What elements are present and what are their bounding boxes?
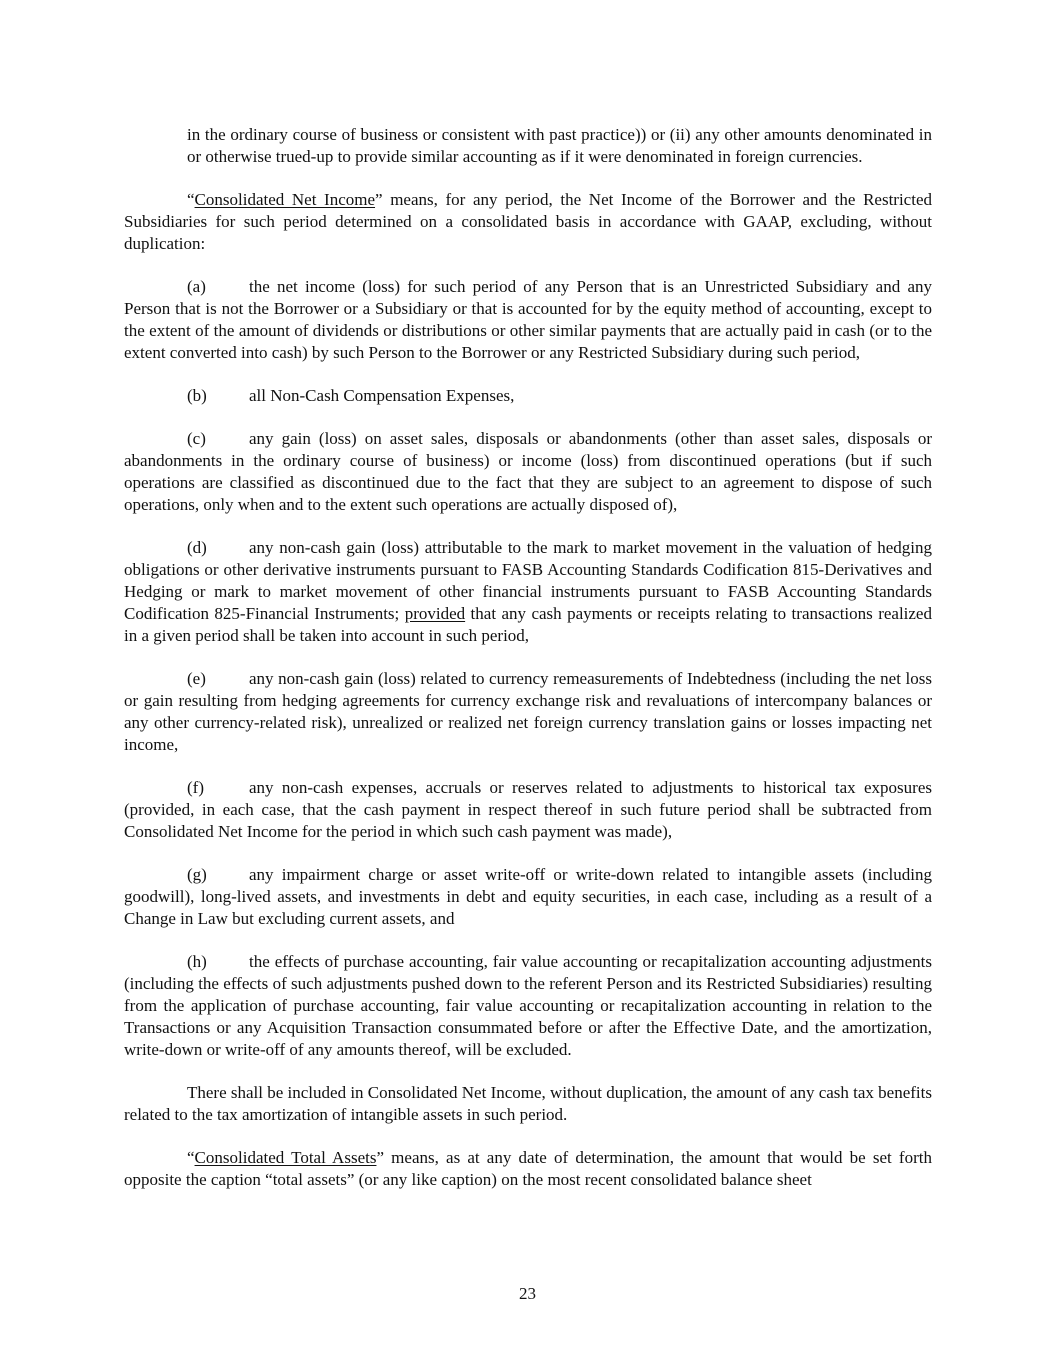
- clause-label: (d): [187, 538, 207, 557]
- clause-label: (g): [187, 865, 207, 884]
- clause-text: any non-cash gain (loss) related to currency remeasurements of Indebtedness (including the net loss or gain resulting from hedging agreements for currency exchange risk and revaluations of intercompany balances or any other currency-related risk), unrealized or realized net foreign currency translation gains or losses impacting net income,: [124, 669, 932, 754]
- definition-consolidated-net-income: [124, 189, 932, 255]
- clause-label: (e): [187, 669, 206, 688]
- clause-c: [124, 428, 932, 516]
- clause-text: any non-cash expenses, accruals or reserves related to adjustments to historical tax exposures (provided, in each case, that the cash payment in respect thereof in such future period shall be subtracted from Consolidated Net Income for the period in which such cash payment was made),: [124, 778, 932, 841]
- clause-e: [124, 668, 932, 756]
- page-number: 23: [519, 1284, 536, 1303]
- definition-text: ” means, for any period, the Net Income of the Borrower and the Restricted Subsidiaries for such period determined on a consolidated basis in accordance with GAAP, excluding, without duplication:: [124, 190, 932, 253]
- clause-label: (f): [187, 778, 204, 797]
- document-page: [124, 124, 932, 1212]
- clause-label: (b): [187, 386, 207, 405]
- clause-text: any gain (loss) on asset sales, disposals or abandonments (other than asset sales, disposals or abandonments in the ordinary course of business) or income (loss) from discontinued operations (but if such operations are classified as discontinued due to the fact that they are subject to an agreement to dispose of such operations, only when and to the extent such operations are actually disposed of),: [124, 429, 932, 514]
- clause-label: (h): [187, 952, 207, 971]
- open-quote: “: [187, 190, 195, 209]
- definition-consolidated-total-assets: [124, 1147, 932, 1191]
- clause-text: any non-cash gain (loss) attributable to the mark to market movement in the valuation of hedging obligations or other derivative instruments pursuant to FASB Accounting Standards Codification 815-Derivatives and Hedging or mark to market movement of other financial instruments pursuant to FASB Accounting Standards Codification 825-Financial Instruments;: [124, 538, 932, 623]
- clause-d: [124, 537, 932, 647]
- open-quote: “: [187, 1148, 195, 1167]
- clause-text: the net income (loss) for such period of any Person that is an Unrestricted Subsidiary and any Person that is not the Borrower or a Subsidiary or that is accounted for by the equity method of accounting, except to the extent of the amount of dividends or distributions or other similar payments that are actually paid in cash (or to the extent converted into cash) by such Person to the Borrower or any Restricted Subsidiary during such period,: [124, 277, 932, 362]
- definition-text: ” means, as at any date of determination, the amount that would be set forth opposite the caption “total assets” (or any like caption) on the most recent consolidated balance sheet: [124, 1148, 932, 1189]
- defined-term: Consolidated Total Assets: [194, 1148, 377, 1167]
- clause-text: any impairment charge or asset write-off or write-down related to intangible assets (including goodwill), long-lived assets, and investments in debt and equity securities, in each case, including as a result of a Change in Law but excluding current assets, and: [124, 865, 932, 928]
- clause-f: [124, 777, 932, 843]
- clause-text-after: that any cash payments or receipts relating to transactions realized in a given period shall be taken into account in such period,: [124, 604, 932, 645]
- clause-text: all Non-Cash Compensation Expenses,: [249, 386, 515, 405]
- continuation-paragraph: in the ordinary course of business or consistent with past practice)) or (ii) any other amounts denominated in or otherwise trued-up to provide similar accounting as if it were denominated in foreign currencies.: [187, 125, 932, 166]
- clause-a: [124, 276, 932, 364]
- clause-label: (a): [187, 277, 206, 296]
- clause-text: the effects of purchase accounting, fair value accounting or recapitalization accounting adjustments (including the effects of such adjustments pushed down to the referent Person and its Restricted Subsidiaries) resulting from the application of purchase accounting, fair value accounting or recapitalization accounting in relation to the Transactions or any Acquisition Transaction consummated before or after the Effective Date, and the amortization, write-down or write-off of any amounts thereof, will be excluded.: [124, 952, 932, 1059]
- clause-b: [124, 385, 932, 407]
- defined-term: Consolidated Net Income: [194, 190, 376, 209]
- included-paragraph: There shall be included in Consolidated Net Income, without duplication, the amount of any cash tax benefits related to the tax amortization of intangible assets in such period.: [124, 1083, 932, 1124]
- clause-h: [124, 951, 932, 1061]
- clause-label: (c): [187, 429, 206, 448]
- provided-term: provided: [404, 604, 466, 623]
- clause-g: [124, 864, 932, 930]
